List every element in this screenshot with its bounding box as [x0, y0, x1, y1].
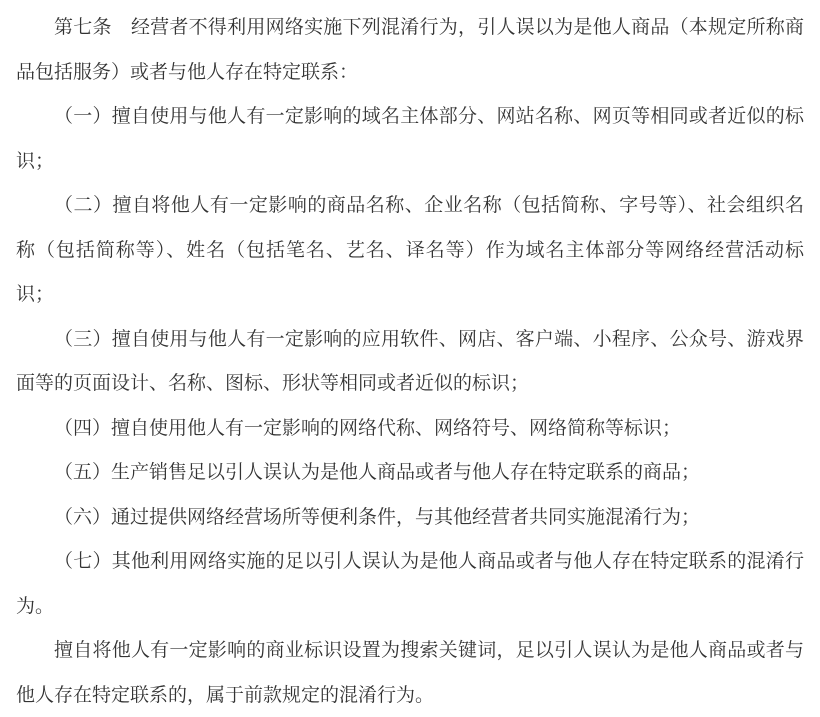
clause-2-paragraph: （二）擅自将他人有一定影响的商品名称、企业名称（包括简称、字号等）、社会组织名称（包括简称等）、姓名（包括笔名、艺名、译名等）作为域名主体部分等网络经营活动标识； [16, 194, 804, 305]
closing-paragraph: 擅自将他人有一定影响的商业标识设置为搜索关键词，足以引人误认为是他人商品或者与他人存在特定联系的，属于前款规定的混淆行为。 [16, 639, 804, 706]
clause-6-paragraph: （六）通过提供网络经营场所等便利条件，与其他经营者共同实施混淆行为； [54, 505, 701, 528]
clause-1-paragraph: （一）擅自使用与他人有一定影响的域名主体部分、网站名称、网页等相同或者近似的标识； [16, 105, 804, 172]
clause-5-paragraph: （五）生产销售足以引人误认为是他人商品或者与他人存在特定联系的商品； [54, 461, 701, 483]
clause-7-paragraph: （七）其他利用网络实施的足以引人误认为是他人商品或者与他人存在特定联系的混淆行为。 [16, 550, 804, 617]
clause-3-paragraph: （三）擅自使用与他人有一定影响的应用软件、网店、客户端、小程序、公众号、游戏界面等的页面设计、名称、图标、形状等相同或者近似的标识； [16, 327, 804, 394]
clause-4-paragraph: （四）擅自使用他人有一定影响的网络代称、网络符号、网络简称等标识； [54, 416, 682, 439]
article-heading-paragraph: 第七条 经营者不得利用网络实施下列混淆行为，引人误以为是他人商品（本规定所称商品包括服务）或者与他人存在特定联系： [16, 16, 804, 83]
